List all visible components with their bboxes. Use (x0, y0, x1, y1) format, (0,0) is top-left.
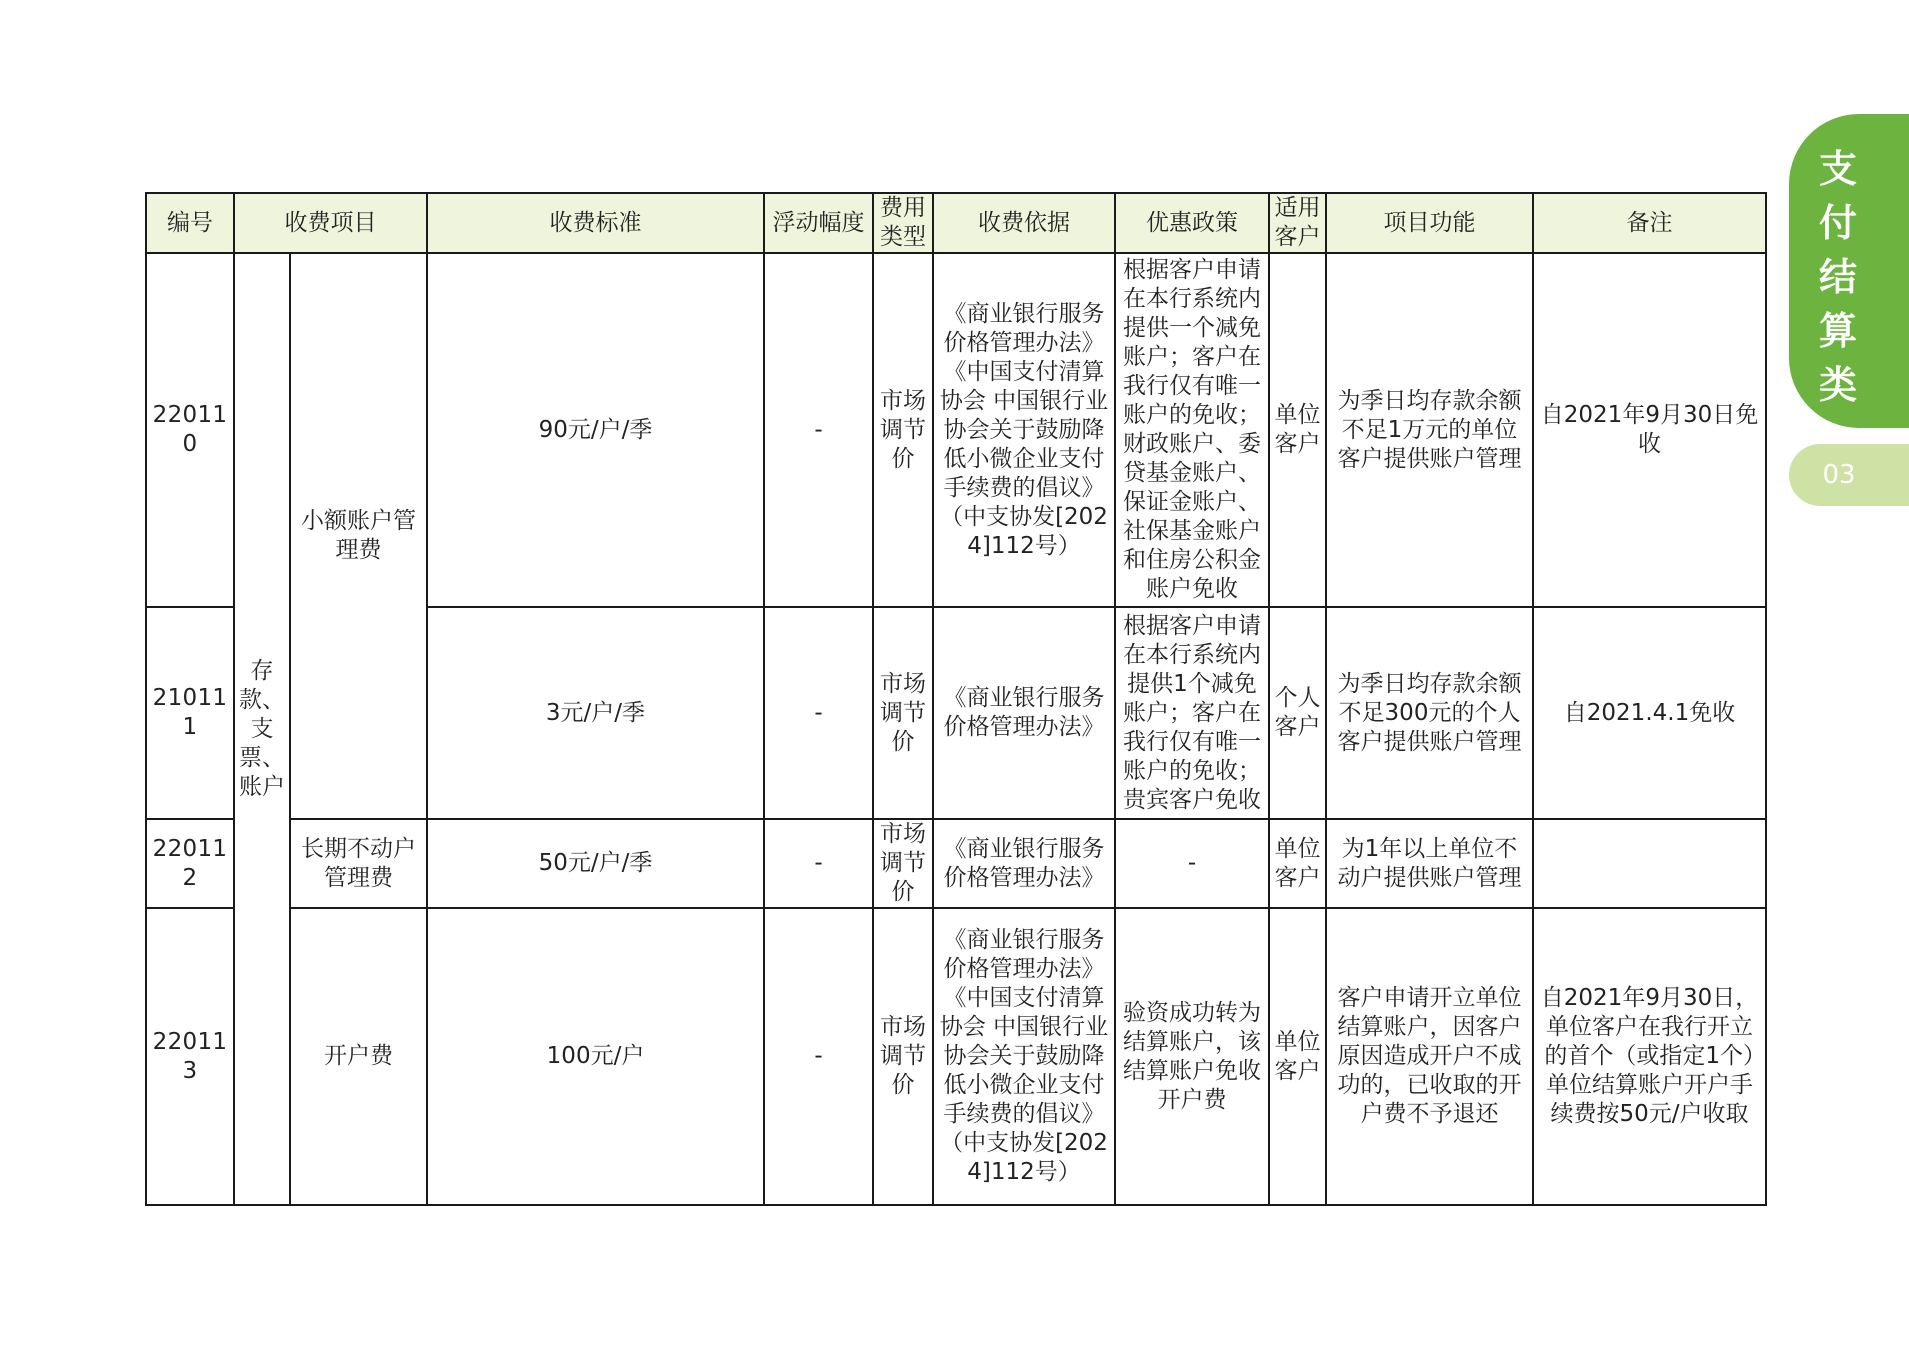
cell-code: 220113 (146, 908, 234, 1205)
cell-policy: - (1115, 819, 1269, 908)
header-function: 项目功能 (1326, 193, 1533, 253)
cell-customer: 单位客户 (1269, 253, 1326, 607)
table-row (146, 908, 1766, 1205)
cell-standard: 100元/户 (427, 908, 764, 1205)
header-policy: 优惠政策 (1115, 193, 1269, 253)
cell-type: 市场调节价 (873, 819, 933, 908)
cell-item: 小额账户管理费 (290, 253, 427, 819)
header-type: 费用类型 (873, 193, 933, 253)
fee-schedule-table (145, 192, 1767, 1206)
header-row (146, 193, 1766, 253)
cell-standard: 90元/户/季 (427, 253, 764, 607)
cell-function: 为季日均存款余额不足300元的个人客户提供账户管理 (1326, 607, 1533, 819)
cell-note: 自2021年9月30日，单位客户在我行开立的首个（或指定1个）单位结算账户开户手续费按50元/户收取 (1533, 908, 1766, 1205)
cell-float: - (764, 908, 873, 1205)
cell-standard: 50元/户/季 (427, 819, 764, 908)
cell-customer: 个人客户 (1269, 607, 1326, 819)
header-basis: 收费依据 (933, 193, 1115, 253)
cell-item: 开户费 (290, 908, 427, 1205)
cell-function: 客户申请开立单位结算账户，因客户原因造成开户不成功的，已收取的开户费不予退还 (1326, 908, 1533, 1205)
cell-type: 市场调节价 (873, 908, 933, 1205)
header-customer: 适用客户 (1269, 193, 1326, 253)
cell-standard: 3元/户/季 (427, 607, 764, 819)
cell-code: 220110 (146, 253, 234, 607)
cell-float: - (764, 819, 873, 908)
header-item: 收费项目 (234, 193, 427, 253)
cell-function: 为1年以上单位不动户提供账户管理 (1326, 819, 1533, 908)
cell-basis: 《商业银行服务价格管理办法》 (933, 819, 1115, 908)
cell-policy: 根据客户申请在本行系统内提供1个减免账户；客户在我行仅有唯一账户的免收；贵宾客户免收 (1115, 607, 1269, 819)
table-row (146, 819, 1766, 908)
cell-policy: 根据客户申请在本行系统内提供一个减免账户；客户在我行仅有唯一账户的免收；财政账户、委贷基金账户、保证金账户、社保基金账户和住房公积金账户免收 (1115, 253, 1269, 607)
cell-category: 存款、支票、账户 (234, 253, 290, 1205)
cell-item: 长期不动户管理费 (290, 819, 427, 908)
table-row (146, 253, 1766, 607)
cell-customer: 单位客户 (1269, 819, 1326, 908)
header-standard: 收费标准 (427, 193, 764, 253)
cell-type: 市场调节价 (873, 607, 933, 819)
page-number: 03 (1822, 460, 1856, 490)
header-float: 浮动幅度 (764, 193, 873, 253)
cell-basis: 《商业银行服务价格管理办法》《中国支付清算协会 中国银行业协会关于鼓励降低小微企业支付手续费的倡议》（中支协发[2024]112号） (933, 253, 1115, 607)
cell-note: 自2021年9月30日免收 (1533, 253, 1766, 607)
cell-note (1533, 819, 1766, 908)
header-note: 备注 (1533, 193, 1766, 253)
cell-basis: 《商业银行服务价格管理办法》《中国支付清算协会 中国银行业协会关于鼓励降低小微企业支付手续费的倡议》（中支协发[2024]112号） (933, 908, 1115, 1205)
cell-policy: 验资成功转为结算账户，该结算账户免收开户费 (1115, 908, 1269, 1205)
cell-code: 220112 (146, 819, 234, 908)
header-code: 编号 (146, 193, 234, 253)
section-tab-label: 支付结算类 (1818, 147, 1857, 407)
cell-type: 市场调节价 (873, 253, 933, 607)
cell-float: - (764, 607, 873, 819)
cell-basis: 《商业银行服务价格管理办法》 (933, 607, 1115, 819)
cell-note: 自2021.4.1免收 (1533, 607, 1766, 819)
cell-code: 210111 (146, 607, 234, 819)
cell-function: 为季日均存款余额不足1万元的单位客户提供账户管理 (1326, 253, 1533, 607)
cell-customer: 单位客户 (1269, 908, 1326, 1205)
cell-float: - (764, 253, 873, 607)
